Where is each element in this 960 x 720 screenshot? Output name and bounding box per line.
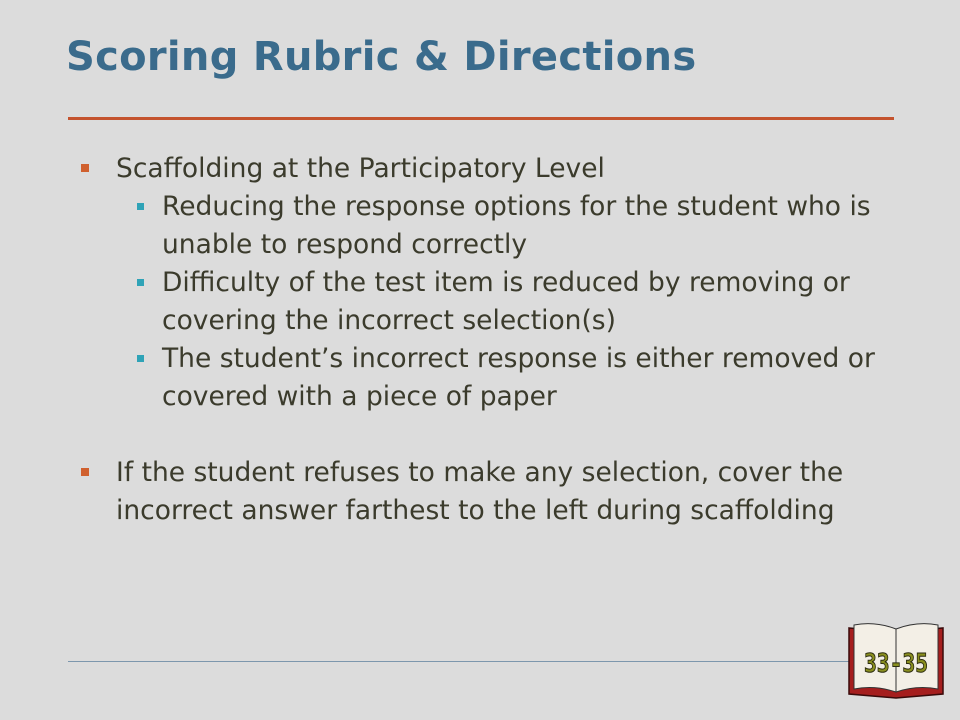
square-bullet-icon [137, 203, 144, 210]
sub-bullet-item [126, 340, 910, 416]
bullet-text: If the student refuses to make any selection, cover the incorrect answer farthest to the left during scaffolding [116, 457, 844, 526]
bullet-item [80, 150, 910, 188]
sub-bullet-text: Reducing the response options for the student who is unable to respond correctly [162, 191, 871, 260]
bullet-item [80, 454, 910, 530]
slide-title: Scoring Rubric & Directions [66, 34, 697, 80]
square-bullet-icon [137, 355, 144, 362]
sub-bullet-text: Difficulty of the test item is reduced by removing or covering the incorrect selection(s) [162, 267, 850, 336]
title-divider [68, 117, 894, 120]
square-bullet-icon [81, 468, 89, 476]
list-spacer [80, 416, 910, 454]
bullet-list [80, 150, 910, 530]
book-label: 33-35 [864, 649, 928, 679]
sub-bullet-text: The student’s incorrect response is either removed or covered with a piece of paper [162, 343, 875, 412]
footer-divider [68, 661, 858, 662]
square-bullet-icon [137, 279, 144, 286]
square-bullet-icon [81, 164, 89, 172]
bullet-text: Scaffolding at the Participatory Level [116, 153, 605, 184]
open-book-icon[interactable] [846, 620, 946, 700]
sub-bullet-item [126, 188, 910, 264]
sub-bullet-item [126, 264, 910, 340]
